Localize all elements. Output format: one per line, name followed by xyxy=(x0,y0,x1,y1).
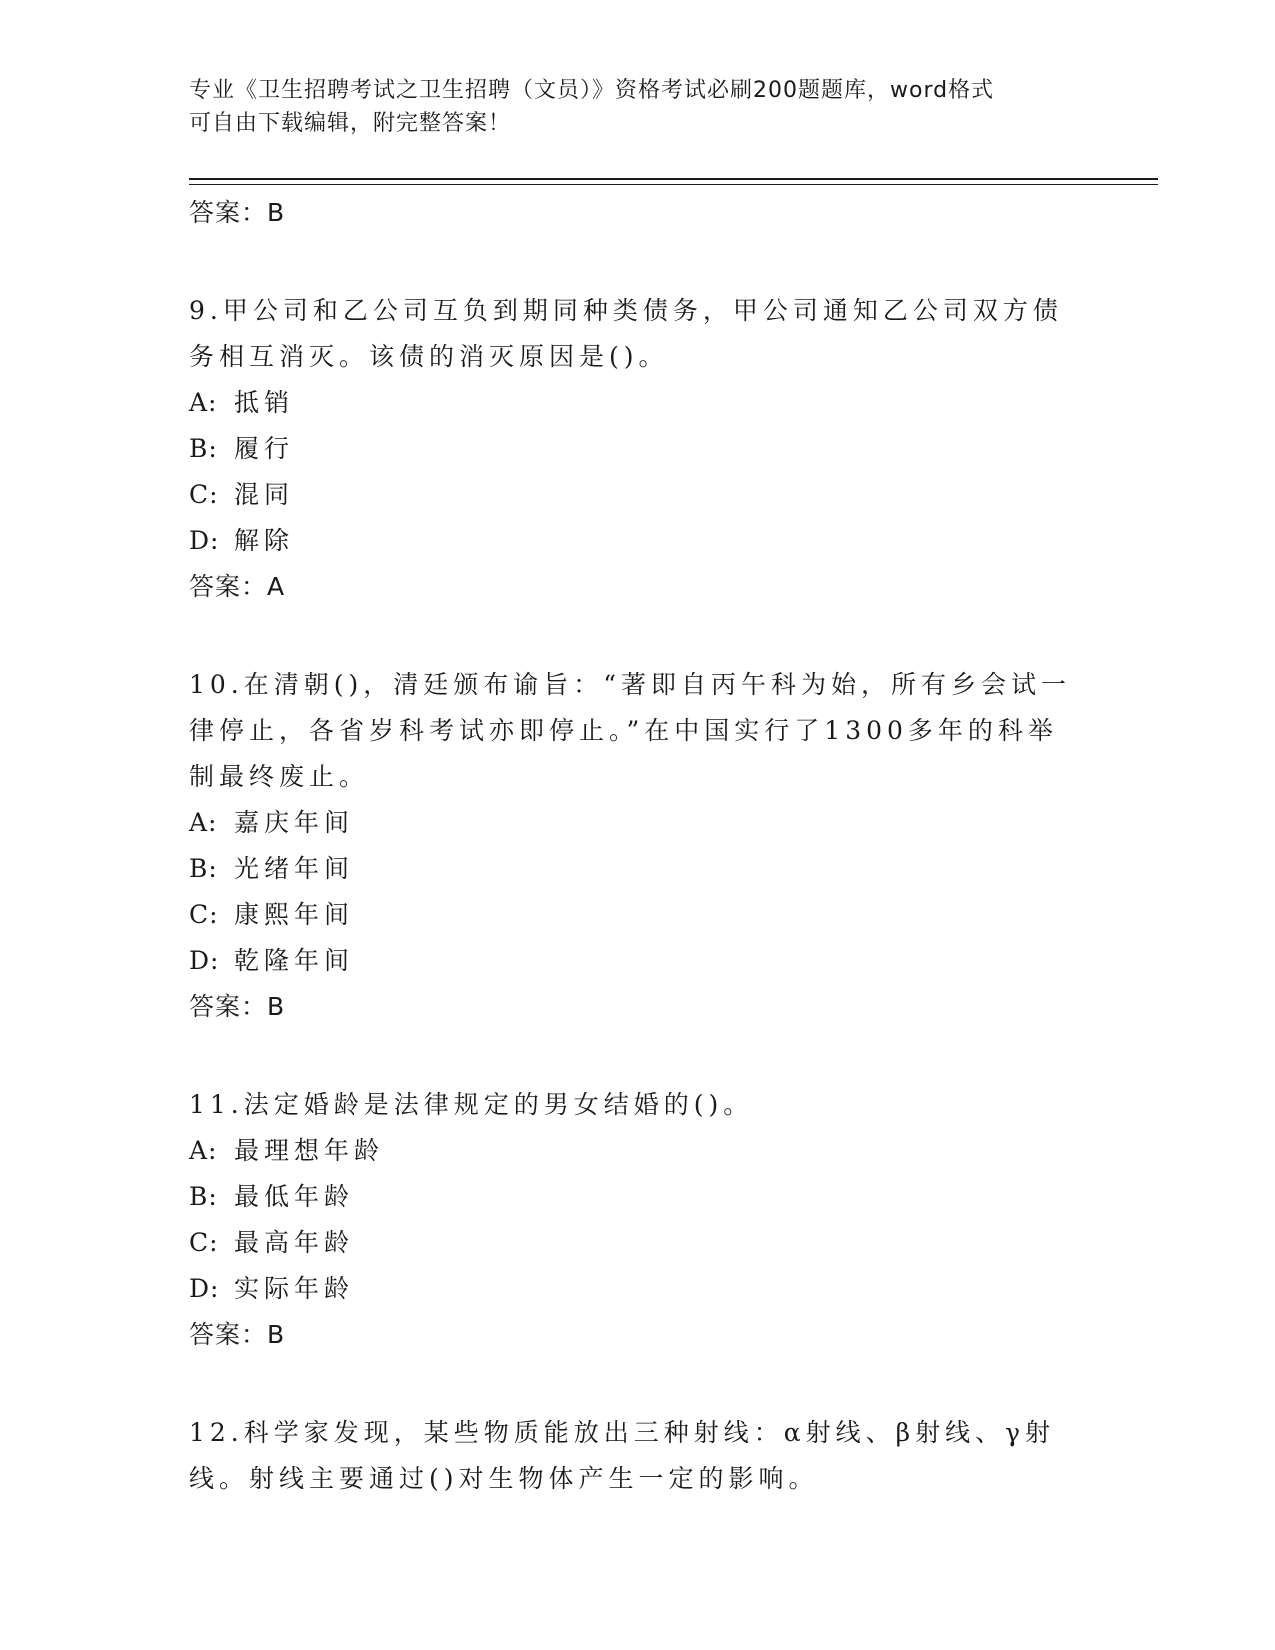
option-key: A: xyxy=(189,808,218,837)
option-text: 最高年龄 xyxy=(234,1228,355,1257)
question-list xyxy=(189,190,1089,1502)
question-10 xyxy=(189,662,1089,1030)
question-12 xyxy=(189,1410,1089,1502)
question-11 xyxy=(189,1082,1089,1358)
option-a xyxy=(189,800,1089,846)
question-9 xyxy=(189,288,1089,610)
option-text: 抵销 xyxy=(234,388,295,417)
question-stem: 10.在清朝()，清廷颁布谕旨：“著即自丙午科为始，所有乡会试一律停止，各省岁科考试亦即停止。”在中国实行了1300多年的科举制最终废止。 xyxy=(189,670,1072,791)
previous-answer: 答案：B xyxy=(189,198,286,227)
option-key: D: xyxy=(189,1274,220,1303)
option-text: 混同 xyxy=(234,480,295,509)
option-text: 实际年龄 xyxy=(234,1274,355,1303)
header-line-1: 专业《卫生招聘考试之卫生招聘（文员）》资格考试必刷200题题库，word格式 xyxy=(189,78,995,103)
option-text: 最低年龄 xyxy=(234,1182,355,1211)
option-key: B: xyxy=(189,434,218,463)
option-key: B: xyxy=(189,1182,218,1211)
option-key: C: xyxy=(189,1228,219,1257)
question-stem: 11.法定婚龄是法律规定的男女结婚的()。 xyxy=(189,1090,754,1119)
option-a xyxy=(189,380,1089,426)
option-key: C: xyxy=(189,900,219,929)
question-stem: 12.科学家发现，某些物质能放出三种射线：α射线、β射线、γ射线。射线主要通过()对生物体产生一定的影响。 xyxy=(189,1418,1056,1493)
header-divider xyxy=(189,178,1158,180)
option-c xyxy=(189,892,1089,938)
option-key: A: xyxy=(189,388,218,417)
option-d xyxy=(189,518,1089,564)
option-a xyxy=(189,1128,1089,1174)
option-c xyxy=(189,1220,1089,1266)
document-header xyxy=(189,74,1069,140)
header-line-2: 可自由下载编辑，附完整答案！ xyxy=(189,111,512,136)
option-key: D: xyxy=(189,526,220,555)
answer-label: 答案：A xyxy=(189,572,286,601)
option-key: A: xyxy=(189,1136,218,1165)
option-b xyxy=(189,1174,1089,1220)
option-key: B: xyxy=(189,854,218,883)
option-b xyxy=(189,846,1089,892)
answer-label: 答案：B xyxy=(189,1320,286,1349)
option-key: C: xyxy=(189,480,219,509)
option-c xyxy=(189,472,1089,518)
option-key: D: xyxy=(189,946,220,975)
option-text: 光绪年间 xyxy=(234,854,355,883)
answer-label: 答案：B xyxy=(189,992,286,1021)
question-stem: 9.甲公司和乙公司互负到期同种类债务，甲公司通知乙公司双方债务相互消灭。该债的消灭原因是()。 xyxy=(189,296,1063,371)
option-text: 最理想年龄 xyxy=(234,1136,385,1165)
option-d xyxy=(189,938,1089,984)
option-text: 履行 xyxy=(234,434,295,463)
option-b xyxy=(189,426,1089,472)
option-text: 康熙年间 xyxy=(234,900,355,929)
option-text: 解除 xyxy=(234,526,295,555)
option-d xyxy=(189,1266,1089,1312)
option-text: 乾隆年间 xyxy=(234,946,355,975)
option-text: 嘉庆年间 xyxy=(234,808,355,837)
header-divider-secondary xyxy=(189,184,1158,185)
